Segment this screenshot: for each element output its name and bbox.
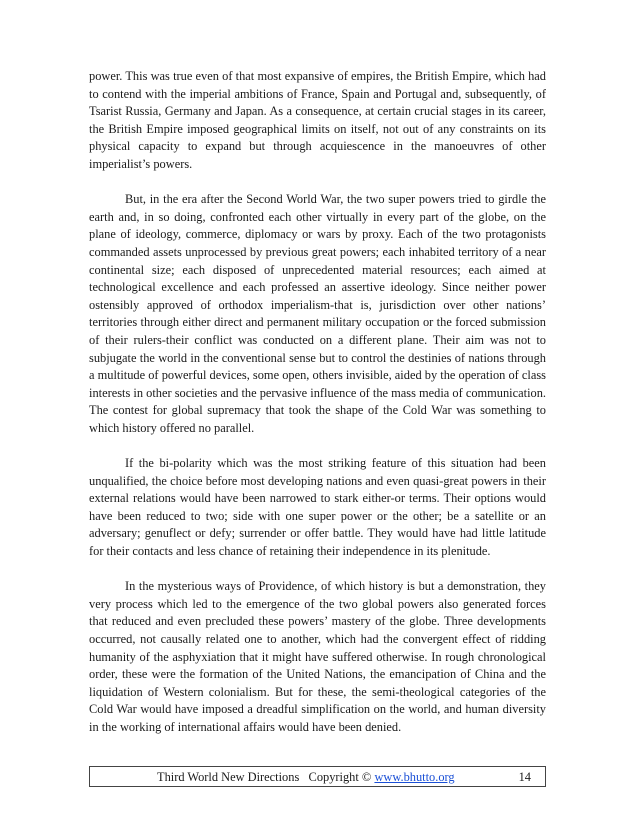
footer-website-link[interactable]: www.bhutto.org	[374, 770, 455, 784]
paragraph-bi-polarity: If the bi-polarity which was the most striking feature of this situation had been unqualified, the choice before most developing nations and even quasi-great powers in their external relations would have been narrowed to stark either-or terms. Their options would have been reduced to two; side with one super power or the other; be a satellite or an adversary; genuflect or defy; surrender or offer battle. They would have had little latitude for their contacts and less chance of retaining their independence in its plenitude.	[89, 456, 546, 559]
paragraph-providence: In the mysterious ways of Providence, of which history is but a demonstration, they very process which led to the emergence of the two global powers also generated forces that reduced and even precluded these powers’ mastery of the globe. Three developments occurred, not causally related one to another, which had the convergent effect of ridding humanity of the asphyxiation that it might have suffered otherwise. In rough chronological order, these were the formation of the United Nations, the emancipation of China and the liquidation of Western colonialism. But for these, the semi-theological categories of the Cold War would have imposed a dreadful simplification on the world, and human diversity in the working of international affairs would have been denied.	[89, 579, 546, 734]
footer-title	[157, 770, 455, 785]
page-number: 14	[518, 770, 531, 784]
page-footer	[89, 766, 546, 787]
body-text	[89, 68, 546, 754]
paragraph-super-powers: But, in the era after the Second World War, the two super powers tried to girdle the earth and, in so doing, confronted each other virtually in every part of the globe, on the plane of ideology, commerce, diplomacy or wars by proxy. Each of the two protagonists commanded assets unprocessed by previous great powers; each inhabited territory of a near continental size; each disposed of unprecedented material resources; each aimed at technological excellence and each professed an assertive ideology. Since neither power ostensibly approved of orthodox imperialism-that is, jurisdiction over other nations’ territories through either direct and permanent military occupation or the forced submission of their rulers-their conflict was conducted on a different plane. Their aim was not to subjugate the world in the conventional sense but to control the destinies of nations through a multitude of powerful devices, some open, others invisible, aided by the operation of class interests in other societies and the pervasive influence of the mass media of communication. The contest for global supremacy that took the shape of the Cold War was something to which history offered no parallel.	[89, 192, 546, 435]
paragraph-continuation: power. This was true even of that most expansive of empires, the British Empire, which had to contend with the imperial ambitions of France, Spain and Portugal and, subsequently, of Tsarist Russia, Germany and Japan. As a consequence, at certain crucial stages in its career, the British Empire imposed geographical limits on itself, not out of any constraints on its physical capacity to expand but through acquiescence in the manoeuvres of other imperialist’s powers.	[89, 69, 546, 171]
footer-copyright-text: Third World New Directions Copyright ©	[157, 770, 375, 784]
